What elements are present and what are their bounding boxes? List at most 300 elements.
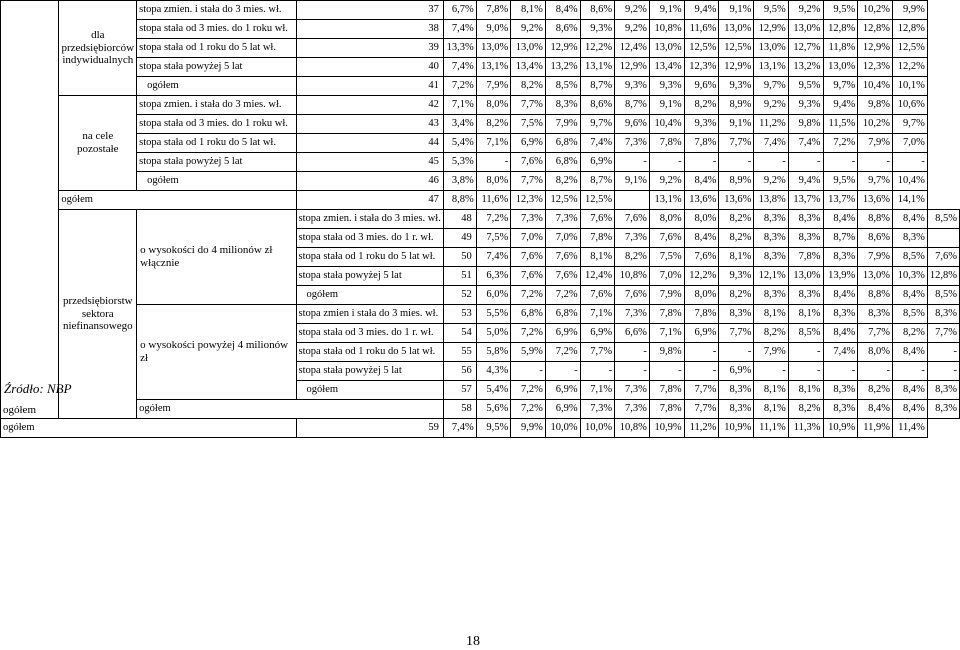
value-cell: 8,2%	[754, 324, 788, 343]
value-cell: 7,5%	[476, 229, 510, 248]
value-cell: 8,5%	[927, 286, 959, 305]
value-cell: 6,6%	[615, 324, 650, 343]
value-cell: 7,8%	[476, 1, 510, 20]
value-cell: 5,8%	[476, 343, 510, 362]
value-cell: 9,2%	[511, 20, 546, 39]
value-cell: 7,6%	[927, 248, 959, 267]
value-cell: 9,1%	[615, 172, 650, 191]
value-cell: 8,0%	[684, 286, 719, 305]
value-cell: 13,0%	[754, 39, 788, 58]
value-cell: -	[511, 362, 546, 381]
value-cell: 8,2%	[545, 172, 580, 191]
value-cell: 9,3%	[649, 77, 684, 96]
value-cell: 7,9%	[649, 286, 684, 305]
row-number: 44	[296, 134, 443, 153]
row-number: 57	[443, 381, 476, 400]
value-cell: 8,4%	[545, 1, 580, 20]
value-cell: 11,4%	[893, 419, 928, 438]
value-cell: 13,0%	[649, 39, 684, 58]
value-cell: 8,3%	[788, 229, 823, 248]
value-cell: 10,4%	[858, 77, 893, 96]
value-cell: 10,1%	[893, 77, 928, 96]
value-cell: 7,1%	[580, 381, 614, 400]
value-cell: 7,6%	[649, 229, 684, 248]
value-cell: 7,3%	[545, 210, 580, 229]
row-number: 50	[443, 248, 476, 267]
value-cell: 9,2%	[615, 20, 650, 39]
value-cell: 8,3%	[719, 381, 754, 400]
value-cell: 7,6%	[511, 153, 546, 172]
value-cell: 7,7%	[511, 172, 546, 191]
value-cell: 9,2%	[788, 1, 823, 20]
value-cell: 7,9%	[858, 248, 893, 267]
group-label-total: ogółem	[1, 1, 59, 419]
value-cell: 7,5%	[649, 248, 684, 267]
value-cell: 7,1%	[580, 305, 614, 324]
value-cell: 8,3%	[823, 400, 858, 419]
table-row	[1, 1, 960, 20]
value-cell: 8,4%	[858, 400, 893, 419]
value-cell: 7,4%	[580, 134, 614, 153]
page-number: 18	[466, 634, 480, 649]
value-cell: 9,5%	[823, 172, 858, 191]
row-label: stopa stała powyżej 5 lat	[296, 267, 443, 286]
value-cell: 13,0%	[719, 20, 754, 39]
value-cell: 8,5%	[788, 324, 823, 343]
value-cell: 7,2%	[476, 210, 510, 229]
value-cell: 7,4%	[754, 134, 788, 153]
value-cell: 6,9%	[719, 362, 754, 381]
row-number: 54	[443, 324, 476, 343]
value-cell: 9,3%	[615, 77, 650, 96]
row-label: ogółem	[137, 172, 296, 191]
value-cell: 8,3%	[788, 210, 823, 229]
value-cell: 8,0%	[476, 172, 510, 191]
value-cell: 7,2%	[511, 324, 546, 343]
value-cell: 8,1%	[788, 305, 823, 324]
value-cell: 8,7%	[580, 172, 614, 191]
value-cell: 7,8%	[649, 305, 684, 324]
value-cell: 7,4%	[823, 343, 858, 362]
value-cell: 12,9%	[545, 39, 580, 58]
value-cell: 6,9%	[545, 381, 580, 400]
value-cell: 9,4%	[684, 1, 719, 20]
value-cell: 7,6%	[615, 210, 650, 229]
value-cell: 12,9%	[858, 39, 893, 58]
row-label: stopa stała od 1 roku do 5 lat wł.	[296, 248, 443, 267]
value-cell: 8,3%	[754, 286, 788, 305]
table-row	[1, 210, 960, 229]
value-cell: 13,7%	[788, 191, 823, 210]
value-cell: 6,8%	[545, 305, 580, 324]
value-cell: 5,6%	[476, 400, 510, 419]
table-row	[1, 77, 960, 96]
value-cell	[927, 229, 959, 248]
row-label: ogółem	[137, 77, 296, 96]
row-label: ogółem	[296, 381, 443, 400]
row-label: stopa zmien. i stała do 3 mies. wł.	[296, 210, 443, 229]
row-number: 55	[443, 343, 476, 362]
value-cell: 10,0%	[545, 419, 580, 438]
value-cell: 7,6%	[580, 210, 614, 229]
value-cell: 8,6%	[580, 1, 614, 20]
value-cell: -	[927, 343, 959, 362]
value-cell: 13,1%	[649, 191, 684, 210]
value-cell: -	[754, 153, 788, 172]
value-cell: 9,0%	[476, 20, 510, 39]
value-cell: 7,0%	[545, 229, 580, 248]
row-label: stopa zmien i stała do 3 mies. wł.	[296, 305, 443, 324]
row-number: 53	[443, 305, 476, 324]
table-row	[1, 400, 960, 419]
value-cell: 7,8%	[788, 248, 823, 267]
value-cell: 7,5%	[511, 115, 546, 134]
value-cell: 6,0%	[476, 286, 510, 305]
value-cell: 8,0%	[684, 210, 719, 229]
value-cell: 12,5%	[545, 191, 580, 210]
value-cell: 13,3%	[443, 39, 476, 58]
value-cell: 8,1%	[754, 305, 788, 324]
value-cell: 7,7%	[927, 324, 959, 343]
value-cell: 11,9%	[858, 419, 893, 438]
row-label: ogółem	[1, 419, 297, 438]
value-cell: 9,8%	[858, 96, 893, 115]
value-cell: 8,5%	[545, 77, 580, 96]
value-cell: 8,3%	[754, 229, 788, 248]
value-cell: 8,2%	[719, 286, 754, 305]
row-label: stopa stała od 3 mies. do 1 r. wł.	[296, 324, 443, 343]
row-label: stopa stała powyżej 5 lat	[296, 362, 443, 381]
table-row	[1, 115, 960, 134]
value-cell: 11,5%	[823, 115, 858, 134]
value-cell: 7,4%	[443, 419, 476, 438]
value-cell: 8,2%	[893, 324, 928, 343]
value-cell: 13,2%	[545, 58, 580, 77]
value-cell: 13,0%	[823, 58, 858, 77]
value-cell: 9,7%	[823, 77, 858, 96]
row-label: stopa zmien. i stała do 3 mies. wł.	[137, 96, 296, 115]
value-cell: 12,3%	[511, 191, 546, 210]
value-cell: 3,8%	[443, 172, 476, 191]
value-cell: 6,3%	[476, 267, 510, 286]
value-cell: 7,7%	[719, 134, 754, 153]
value-cell: -	[719, 343, 754, 362]
value-cell: 8,4%	[893, 381, 928, 400]
value-cell: 8,5%	[927, 210, 959, 229]
value-cell: 8,3%	[893, 229, 928, 248]
value-cell: 10,3%	[893, 267, 928, 286]
value-cell: 7,3%	[615, 229, 650, 248]
value-cell: 6,8%	[545, 153, 580, 172]
value-cell: -	[615, 362, 650, 381]
value-cell: 11,2%	[754, 115, 788, 134]
value-cell: 8,8%	[858, 210, 893, 229]
value-cell: 10,0%	[580, 419, 614, 438]
value-cell: 11,6%	[476, 191, 510, 210]
value-cell: -	[788, 362, 823, 381]
group-label-individual: dla przedsiębiorców indywidualnych	[59, 1, 137, 96]
value-cell: -	[649, 362, 684, 381]
value-cell: 5,4%	[476, 381, 510, 400]
value-cell: -	[476, 153, 510, 172]
group-label-upto4: o wysokości do 4 milionów zł włącznie	[137, 210, 296, 305]
value-cell: 13,1%	[580, 58, 614, 77]
value-cell: 13,7%	[823, 191, 858, 210]
value-cell: 13,6%	[858, 191, 893, 210]
value-cell: 7,4%	[788, 134, 823, 153]
value-cell: 9,6%	[615, 115, 650, 134]
row-number: 37	[296, 1, 443, 20]
value-cell: 7,6%	[684, 248, 719, 267]
row-label: stopa stała od 3 mies. do 1 roku wł.	[137, 115, 296, 134]
value-cell: 11,8%	[823, 39, 858, 58]
value-cell: 8,1%	[754, 400, 788, 419]
value-cell: 7,6%	[511, 267, 546, 286]
value-cell: 10,9%	[719, 419, 754, 438]
value-cell: 4,3%	[476, 362, 510, 381]
value-cell: 6,9%	[545, 400, 580, 419]
value-cell: 7,8%	[684, 305, 719, 324]
value-cell	[615, 191, 650, 210]
value-cell: 7,7%	[684, 400, 719, 419]
value-cell: 12,2%	[893, 58, 928, 77]
value-cell: 8,3%	[823, 381, 858, 400]
row-number: 56	[443, 362, 476, 381]
value-cell: 8,2%	[788, 400, 823, 419]
value-cell: 8,9%	[719, 96, 754, 115]
value-cell: 7,2%	[545, 343, 580, 362]
value-cell: 12,8%	[927, 267, 959, 286]
value-cell: -	[823, 362, 858, 381]
value-cell: 10,9%	[823, 419, 858, 438]
value-cell: 7,2%	[511, 381, 546, 400]
row-number: 43	[296, 115, 443, 134]
value-cell: 8,3%	[754, 210, 788, 229]
value-cell: 13,0%	[858, 267, 893, 286]
value-cell: 6,8%	[511, 305, 546, 324]
table-row	[1, 153, 960, 172]
value-cell: 8,3%	[858, 305, 893, 324]
value-cell: 5,5%	[476, 305, 510, 324]
row-label: ogółem	[59, 191, 296, 210]
value-cell: 7,2%	[545, 286, 580, 305]
value-cell: 9,1%	[719, 115, 754, 134]
table-row	[1, 58, 960, 77]
value-cell: 7,3%	[511, 210, 546, 229]
row-label: stopa stała od 1 roku do 5 lat wł.	[137, 134, 296, 153]
row-label: ogółem	[296, 286, 443, 305]
value-cell: 7,9%	[476, 77, 510, 96]
value-cell: 8,2%	[615, 248, 650, 267]
value-cell: 10,4%	[649, 115, 684, 134]
table-row	[1, 96, 960, 115]
value-cell: 13,4%	[511, 58, 546, 77]
value-cell: -	[858, 153, 893, 172]
value-cell: 7,2%	[443, 77, 476, 96]
value-cell: 8,8%	[443, 191, 476, 210]
value-cell: 5,0%	[476, 324, 510, 343]
value-cell: 8,9%	[719, 172, 754, 191]
value-cell: -	[684, 153, 719, 172]
value-cell: 7,6%	[545, 267, 580, 286]
value-cell: 8,2%	[858, 381, 893, 400]
value-cell: 7,8%	[580, 229, 614, 248]
value-cell: 13,4%	[649, 58, 684, 77]
row-label: stopa stała od 3 mies. do 1 r. wł.	[296, 229, 443, 248]
row-number: 41	[296, 77, 443, 96]
row-label: stopa stała od 3 mies. do 1 roku wł.	[137, 20, 296, 39]
value-cell: 8,4%	[823, 324, 858, 343]
value-cell: 7,8%	[684, 134, 719, 153]
value-cell: 9,4%	[788, 172, 823, 191]
value-cell: 12,9%	[719, 58, 754, 77]
value-cell: 7,4%	[443, 58, 476, 77]
row-number: 46	[296, 172, 443, 191]
value-cell: 9,9%	[511, 419, 546, 438]
value-cell: 12,7%	[788, 39, 823, 58]
value-cell: 8,3%	[823, 305, 858, 324]
value-cell: 8,1%	[754, 381, 788, 400]
value-cell: -	[893, 362, 928, 381]
value-cell: 8,4%	[893, 400, 928, 419]
value-cell: 13,0%	[788, 267, 823, 286]
table-row	[1, 134, 960, 153]
value-cell: 5,3%	[443, 153, 476, 172]
value-cell: 12,8%	[858, 20, 893, 39]
value-cell: 12,3%	[684, 58, 719, 77]
row-label: stopa stała powyżej 5 lat	[137, 153, 296, 172]
value-cell: 7,6%	[511, 248, 546, 267]
value-cell: -	[719, 153, 754, 172]
value-cell: 12,2%	[684, 267, 719, 286]
source-note: Źródło: NBP	[4, 381, 72, 396]
value-cell: 8,6%	[858, 229, 893, 248]
value-cell: 7,7%	[511, 96, 546, 115]
value-cell: 7,1%	[443, 96, 476, 115]
value-cell: -	[545, 362, 580, 381]
value-cell: 6,9%	[580, 324, 614, 343]
value-cell: 7,3%	[615, 400, 650, 419]
value-cell: 8,0%	[858, 343, 893, 362]
value-cell: 9,7%	[893, 115, 928, 134]
value-cell: 12,9%	[615, 58, 650, 77]
value-cell: 8,4%	[893, 210, 928, 229]
value-cell: 9,3%	[788, 96, 823, 115]
value-cell: 11,6%	[684, 20, 719, 39]
table-row	[1, 419, 960, 438]
value-cell: 7,3%	[615, 305, 650, 324]
row-number: 40	[296, 58, 443, 77]
value-cell: 7,1%	[476, 134, 510, 153]
value-cell: 7,2%	[823, 134, 858, 153]
value-cell: 13,6%	[719, 191, 754, 210]
value-cell: -	[788, 153, 823, 172]
value-cell: 8,8%	[858, 286, 893, 305]
value-cell: 7,6%	[545, 248, 580, 267]
value-cell: 8,2%	[476, 115, 510, 134]
value-cell: -	[615, 343, 650, 362]
value-cell: 9,5%	[754, 1, 788, 20]
value-cell: 8,3%	[719, 400, 754, 419]
row-number: 48	[443, 210, 476, 229]
row-number: 58	[443, 400, 476, 419]
table-row	[1, 191, 960, 210]
value-cell: -	[684, 362, 719, 381]
value-cell: 10,8%	[615, 419, 650, 438]
value-cell: 9,2%	[649, 172, 684, 191]
value-cell: 8,1%	[580, 248, 614, 267]
value-cell: 8,3%	[927, 400, 959, 419]
row-number: 45	[296, 153, 443, 172]
value-cell: 13,0%	[511, 39, 546, 58]
value-cell: -	[823, 153, 858, 172]
value-cell: 9,3%	[719, 77, 754, 96]
value-cell: 9,2%	[615, 1, 650, 20]
value-cell: 14,1%	[893, 191, 928, 210]
value-cell: 7,6%	[615, 286, 650, 305]
value-cell: 9,7%	[580, 115, 614, 134]
value-cell: -	[927, 362, 959, 381]
value-cell: 7,4%	[443, 20, 476, 39]
row-number: 47	[296, 191, 443, 210]
value-cell: 13,8%	[754, 191, 788, 210]
row-label: stopa zmien. i stała do 3 mies. wł.	[137, 1, 296, 20]
value-cell: 8,2%	[511, 77, 546, 96]
value-cell: 13,2%	[788, 58, 823, 77]
value-cell: 8,4%	[823, 286, 858, 305]
value-cell: 12,5%	[684, 39, 719, 58]
value-cell: 7,9%	[545, 115, 580, 134]
value-cell: 7,0%	[511, 229, 546, 248]
value-cell: 9,9%	[893, 1, 928, 20]
value-cell: 13,6%	[684, 191, 719, 210]
value-cell: 9,1%	[719, 1, 754, 20]
value-cell: 9,5%	[788, 77, 823, 96]
value-cell: 12,5%	[580, 191, 614, 210]
value-cell: 7,0%	[893, 134, 928, 153]
value-cell: 6,9%	[580, 153, 614, 172]
value-cell: 6,7%	[443, 1, 476, 20]
value-cell: 8,1%	[788, 381, 823, 400]
value-cell: 13,1%	[754, 58, 788, 77]
value-cell: 7,8%	[649, 381, 684, 400]
value-cell: 9,3%	[684, 115, 719, 134]
value-cell: 8,5%	[893, 305, 928, 324]
value-cell: 12,1%	[754, 267, 788, 286]
value-cell: 9,8%	[649, 343, 684, 362]
row-label: ogółem	[137, 400, 444, 419]
value-cell: 8,4%	[684, 229, 719, 248]
value-cell: 9,1%	[649, 1, 684, 20]
group-label-sector: przedsiębiorstw sektora niefinansowego	[59, 210, 137, 419]
value-cell: 9,1%	[649, 96, 684, 115]
value-cell: 8,2%	[719, 229, 754, 248]
value-cell: 7,7%	[719, 324, 754, 343]
value-cell: 8,6%	[580, 96, 614, 115]
value-cell: 8,3%	[927, 305, 959, 324]
value-cell: 7,3%	[615, 134, 650, 153]
value-cell: 8,6%	[545, 20, 580, 39]
value-cell: 7,8%	[649, 134, 684, 153]
value-cell: 8,7%	[580, 77, 614, 96]
value-cell: 8,3%	[823, 248, 858, 267]
value-cell: 8,3%	[545, 96, 580, 115]
value-cell: 12,5%	[719, 39, 754, 58]
value-cell: 9,5%	[476, 419, 510, 438]
value-cell: 7,8%	[649, 400, 684, 419]
value-cell: 7,7%	[684, 381, 719, 400]
value-cell: 8,7%	[823, 229, 858, 248]
